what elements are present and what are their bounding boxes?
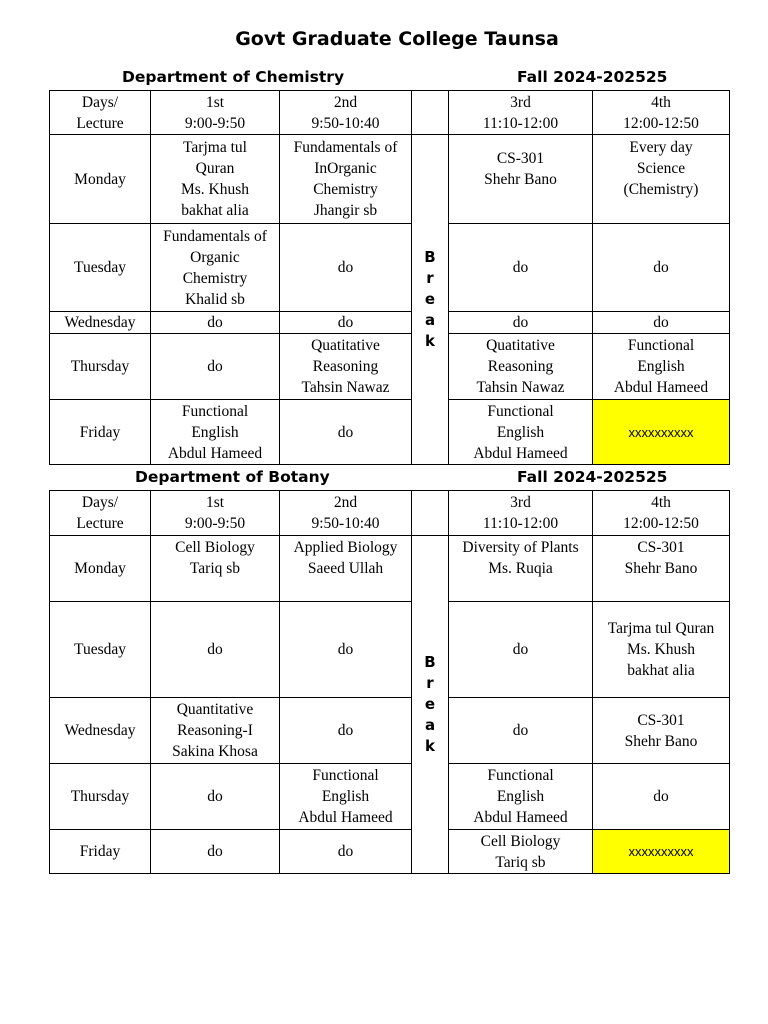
day-cell: Monday [50, 536, 151, 602]
lecture-cell: do [151, 334, 280, 400]
lecture-cell: do [593, 312, 730, 334]
lecture-cell: do [151, 764, 280, 830]
highlighted-cell: xxxxxxxxxx [593, 400, 730, 465]
lecture-cell: Functional English Abdul Hameed [449, 764, 593, 830]
header-row [50, 91, 730, 135]
day-cell: Tuesday [50, 224, 151, 312]
table-row [50, 135, 730, 224]
table-row [50, 830, 730, 874]
lecture-cell: do [280, 830, 412, 874]
day-cell: Wednesday [50, 698, 151, 764]
day-cell: Tuesday [50, 602, 151, 698]
lecture-cell: CS-301 Shehr Bano [593, 698, 730, 764]
lecture-2-header: 2nd 9:50-10:40 [280, 491, 412, 536]
lecture-cell: Every day Science (Chemistry) [593, 135, 730, 224]
lecture-cell: Cell Biology Tariq sb [151, 536, 280, 602]
botany-timetable [49, 490, 730, 874]
lecture-cell: Fundamentals of InOrganic Chemistry Jhangir sb [280, 135, 412, 224]
table-row [50, 602, 730, 698]
lecture-3-header: 3rd 11:10-12:00 [449, 91, 593, 135]
lecture-2-header: 2nd 9:50-10:40 [280, 91, 412, 135]
table-row [50, 334, 730, 400]
lecture-cell: Tarjma tul Quran Ms. Khush bakhat alia [151, 135, 280, 224]
lecture-cell: Fundamentals of Organic Chemistry Khalid sb [151, 224, 280, 312]
table-row [50, 698, 730, 764]
break-header [412, 91, 449, 135]
lecture-cell: Functional English Abdul Hameed [449, 400, 593, 465]
chemistry-timetable [49, 90, 730, 465]
lecture-cell: Tarjma tul Quran Ms. Khush bakhat alia [593, 602, 730, 698]
lecture-cell: do [151, 830, 280, 874]
table-row [50, 224, 730, 312]
lecture-cell: Quantitative Reasoning-I Sakina Khosa [151, 698, 280, 764]
lecture-cell: Quatitative Reasoning Tahsin Nawaz [449, 334, 593, 400]
break-header [412, 491, 449, 536]
table-row [50, 764, 730, 830]
lecture-cell: do [280, 224, 412, 312]
day-cell: Friday [50, 830, 151, 874]
lecture-cell: do [280, 602, 412, 698]
lecture-cell: Quatitative Reasoning Tahsin Nawaz [280, 334, 412, 400]
days-header: Days/ Lecture [50, 91, 151, 135]
lecture-cell: CS-301 Shehr Bano [593, 536, 730, 602]
lecture-cell: Applied Biology Saeed Ullah [280, 536, 412, 602]
day-cell: Wednesday [50, 312, 151, 334]
day-cell: Friday [50, 400, 151, 465]
highlighted-cell: xxxxxxxxxx [593, 830, 730, 874]
lecture-cell: do [449, 602, 593, 698]
lecture-4-header: 4th 12:00-12:50 [593, 91, 730, 135]
chemistry-department-title: Department of Chemistry [122, 68, 345, 86]
lecture-1-header: 1st 9:00-9:50 [151, 91, 280, 135]
day-cell: Thursday [50, 334, 151, 400]
lecture-cell: do [449, 224, 593, 312]
chemistry-term: Fall 2024-202525 [517, 68, 668, 86]
lecture-cell: do [593, 224, 730, 312]
days-header: Days/ Lecture [50, 491, 151, 536]
lecture-cell: do [280, 312, 412, 334]
lecture-cell: Functional English Abdul Hameed [151, 400, 280, 465]
lecture-cell: do [449, 312, 593, 334]
table-row [50, 312, 730, 334]
lecture-3-header: 3rd 11:10-12:00 [449, 491, 593, 536]
table-row [50, 400, 730, 465]
break-column: B r e a k [412, 135, 449, 465]
lecture-cell: do [280, 698, 412, 764]
botany-term: Fall 2024-202525 [517, 468, 668, 486]
lecture-cell: do [280, 400, 412, 465]
lecture-cell: CS-301 Shehr Bano [449, 135, 593, 224]
page-title: Govt Graduate College Taunsa [235, 28, 559, 50]
break-column: B r e a k [412, 536, 449, 874]
lecture-cell: do [151, 312, 280, 334]
lecture-cell: Functional English Abdul Hameed [280, 764, 412, 830]
lecture-cell: do [151, 602, 280, 698]
lecture-cell: do [593, 764, 730, 830]
lecture-cell: Functional English Abdul Hameed [593, 334, 730, 400]
lecture-4-header: 4th 12:00-12:50 [593, 491, 730, 536]
header-row [50, 491, 730, 536]
table-row [50, 536, 730, 602]
day-cell: Thursday [50, 764, 151, 830]
lecture-cell: Diversity of Plants Ms. Ruqia [449, 536, 593, 602]
day-cell: Monday [50, 135, 151, 224]
lecture-1-header: 1st 9:00-9:50 [151, 491, 280, 536]
botany-department-title: Department of Botany [135, 468, 330, 486]
lecture-cell: do [449, 698, 593, 764]
lecture-cell: Cell Biology Tariq sb [449, 830, 593, 874]
